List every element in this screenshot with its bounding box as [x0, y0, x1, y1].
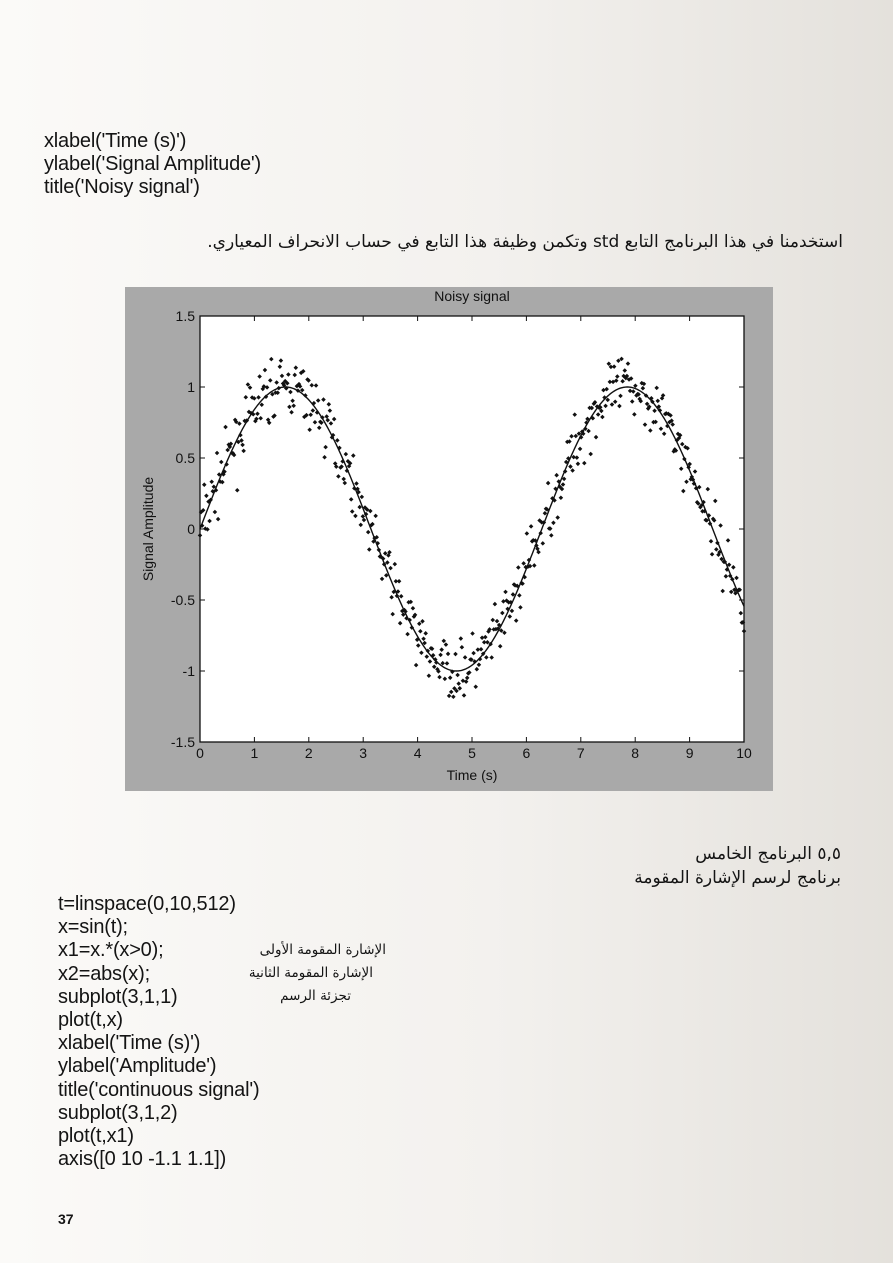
- code-comment: الإشارة المقومة الأولى: [259, 942, 386, 958]
- code-line: xlabel('Time (s)'): [44, 130, 187, 152]
- x-tick-label: 3: [359, 745, 368, 761]
- section-subheading: برنامج لرسم الإشارة المقومة: [634, 868, 841, 888]
- y-tick-label: 0: [187, 521, 195, 537]
- y-tick-label: -1.5: [170, 734, 195, 750]
- code-line: axis([0 10 -1.1 1.1]): [58, 1148, 227, 1171]
- y-tick-label: 1: [187, 379, 195, 395]
- code-line: x2=abs(x);: [58, 962, 150, 985]
- code-line: ylabel('Signal Amplitude'): [44, 153, 261, 176]
- code-line: plot(t,x1): [58, 1125, 134, 1148]
- x-axis-label: Time (s): [446, 767, 498, 783]
- x-tick-label: 10: [736, 745, 752, 761]
- figure-panel: [125, 287, 773, 791]
- page-number: 37: [58, 1211, 74, 1227]
- code-line: subplot(3,1,1): [58, 985, 178, 1008]
- x-tick-label: 2: [304, 745, 313, 761]
- code-line: x=sin(t);: [58, 916, 128, 939]
- x-tick-label: 7: [576, 745, 585, 761]
- x-tick-label: 0: [196, 745, 204, 761]
- y-tick-label: -1: [182, 663, 195, 679]
- code-line: title('Noisy signal'): [44, 176, 200, 199]
- code-line: x1=x.*(x>0);: [58, 939, 164, 962]
- code-comment: الإشارة المقومة الثانية: [248, 965, 373, 981]
- noisy-signal-chart: [125, 287, 773, 791]
- y-axis-label: Signal Amplitude: [140, 476, 156, 582]
- code-line: xlabel('Time (s)'): [58, 1032, 201, 1055]
- code-comment: تجزئة الرسم: [280, 988, 351, 1004]
- code-line: subplot(3,1,2): [58, 1101, 178, 1124]
- x-tick-label: 4: [413, 745, 422, 761]
- code-block-main: [58, 893, 259, 1171]
- code-block-top: [44, 130, 261, 200]
- y-tick-label: 0.5: [175, 450, 195, 466]
- x-tick-label: 6: [522, 745, 531, 761]
- x-tick-label: 9: [685, 745, 694, 761]
- intro-paragraph: استخدمنا في هذا البرنامج التابع std وتكمن وظيفة هذا التابع في حساب الانحراف المعياري.: [207, 232, 843, 252]
- y-tick-label: -0.5: [170, 592, 195, 608]
- chart-title: Noisy signal: [434, 288, 510, 304]
- y-tick-label: 1.5: [175, 308, 195, 324]
- code-line: title('continuous signal'): [58, 1078, 260, 1101]
- plot-area: [200, 316, 744, 742]
- code-line: plot(t,x): [58, 1009, 123, 1032]
- x-tick-label: 5: [468, 745, 476, 761]
- code-line: ylabel('Amplitude'): [58, 1055, 217, 1078]
- code-line: t=linspace(0,10,512): [58, 893, 236, 915]
- x-tick-label: 8: [631, 745, 640, 761]
- x-tick-label: 1: [250, 745, 259, 761]
- section-heading: ٥,٥ البرنامج الخامس: [695, 844, 841, 864]
